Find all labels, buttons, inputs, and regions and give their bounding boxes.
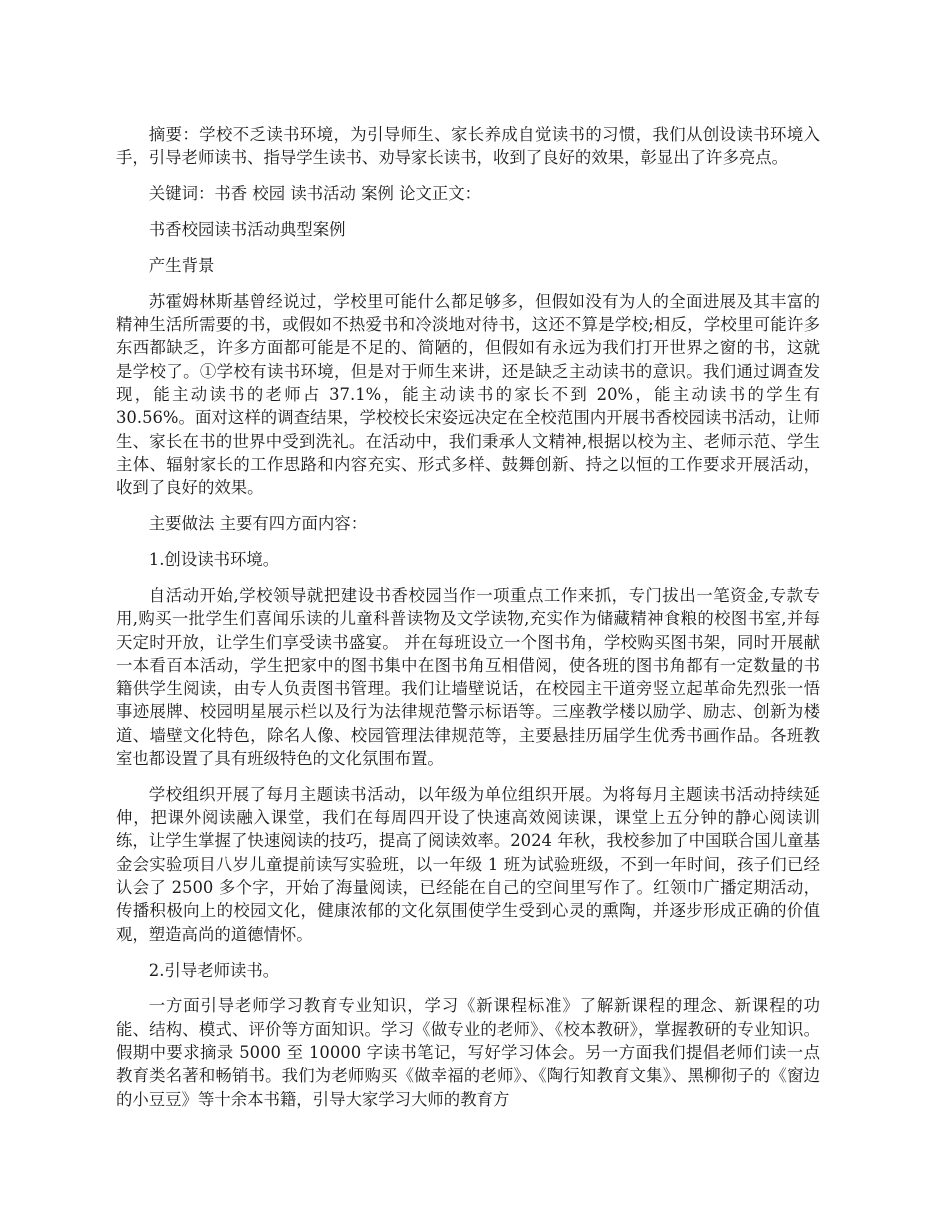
section-heading-background: 产生背景	[148, 255, 215, 275]
section-heading-main-practices: 主要做法 主要有四方面内容：	[148, 514, 368, 534]
subheading-reading-environment: 1.创设读书环境。	[148, 550, 280, 570]
teacher-reading-paragraph: 一方面引导老师学习教育专业知识，学习《新课程标准》了解新课程的理念、新课程的功能、结构、模式、评价等方面知识。学习《做专业的老师》、《校本教研》，掌握教研的专业知识。假期中要求摘录 5000 至 10000 字读书笔记，写好学习体会。另一方面我们提倡老师们读一点教育类名著和畅销书。我们为老师购买《做幸福的老师》、《陶行知教育文集》、黑柳彻子的《窗边的小豆豆》等十余本书籍，引导大家学习大师的教育方	[116, 996, 820, 1109]
environment-paragraph: 自活动开始,学校领导就把建设书香校园当作一项重点工作来抓，专门拔出一笔资金,专款专用,购买一批学生们喜闻乐读的儿童科普读物及文学读物,充实作为储藏精神食粮的校图书室,并每天定时开放，让学生们享受读书盛宴。 并在每班设立一个图书角，学校购买图书架，同时开展献一本看百本活动，学生把家中的图书集中在图书角互相借阅，使各班的图书角都有一定数量的书籍供学生阅读，由专人负责图书管理。我们让墙壁说话，在校园主干道旁竖立起革命先烈张一悟事迹展牌、校园明星展示栏以及行为法律规范警示标语等。三座教学楼以励学、励志、创新为楼道、墙壁文化特色，除名人像、校园管理法律规范等，主要悬挂历届学生优秀书画作品。各班教室也都设置了具有班级特色的文化氛围布置。	[116, 585, 820, 768]
keywords-paragraph: 关键词：书香 校园 读书活动 案例 论文正文：	[148, 184, 482, 204]
document-title: 书香校园读书活动典型案例	[148, 220, 346, 240]
subheading-teacher-reading: 2.引导老师读书。	[148, 960, 280, 980]
monthly-reading-paragraph: 学校组织开展了每月主题读书活动，以年级为单位组织开展。为将每月主题读书活动持续延伸，把课外阅读融入课堂，我们在每周四开设了快速高效阅读课，课堂上五分钟的静心阅读训练，让学生掌握了快速阅读的技巧，提高了阅读效率。2024 年秋，我校参加了中国联合国儿童基金会实验项目八岁儿童提前读写实验班，以一年级 1 班为试验班级，不到一年时间，孩子们已经认会了 2500 多个字，开始了海量阅读，已经能在自己的空间里写作了。红领巾广播定期活动，传播积极向上的校园文化，健康浓郁的文化氛围使学生受到心灵的熏陶，并逐步形成正确的价值观，塑造高尚的道德情怀。	[116, 784, 820, 944]
background-paragraph: 苏霍姆林斯基曾经说过，学校里可能什么都足够多，但假如没有为人的全面进展及其丰富的精神生活所需要的书，或假如不热爱书和冷淡地对待书，这还不算是学校;相反，学校里可能许多东西都缺乏，许多方面都可能是不足的、简陋的，但假如有永远为我们打开世界之窗的书，这就是学校了。①学校有读书环境，但是对于师生来讲，还是缺乏主动读书的意识。我们通过调查发现，能主动读书的老师占 37.1%，能主动读书的家长不到 20%，能主动读书的学生有 30.56%。面对这样的调查结果，学校校长宋姿远决定在全校范围内开展书香校园读书活动，让师生、家长在书的世界中受到洗礼。在活动中，我们秉承人文精神,根据以校为主、老师示范、学生主体、辐射家长的工作思路和内容充实、形式多样、鼓舞创新、持之以恒的工作要求开展活动，收到了良好的效果。	[116, 291, 820, 498]
abstract-paragraph: 摘要：学校不乏读书环境，为引导师生、家长养成自觉读书的习惯，我们从创设读书环境入手，引导老师读书、指导学生读书、劝导家长读书，收到了良好的效果，彰显出了许多亮点。	[116, 125, 820, 168]
